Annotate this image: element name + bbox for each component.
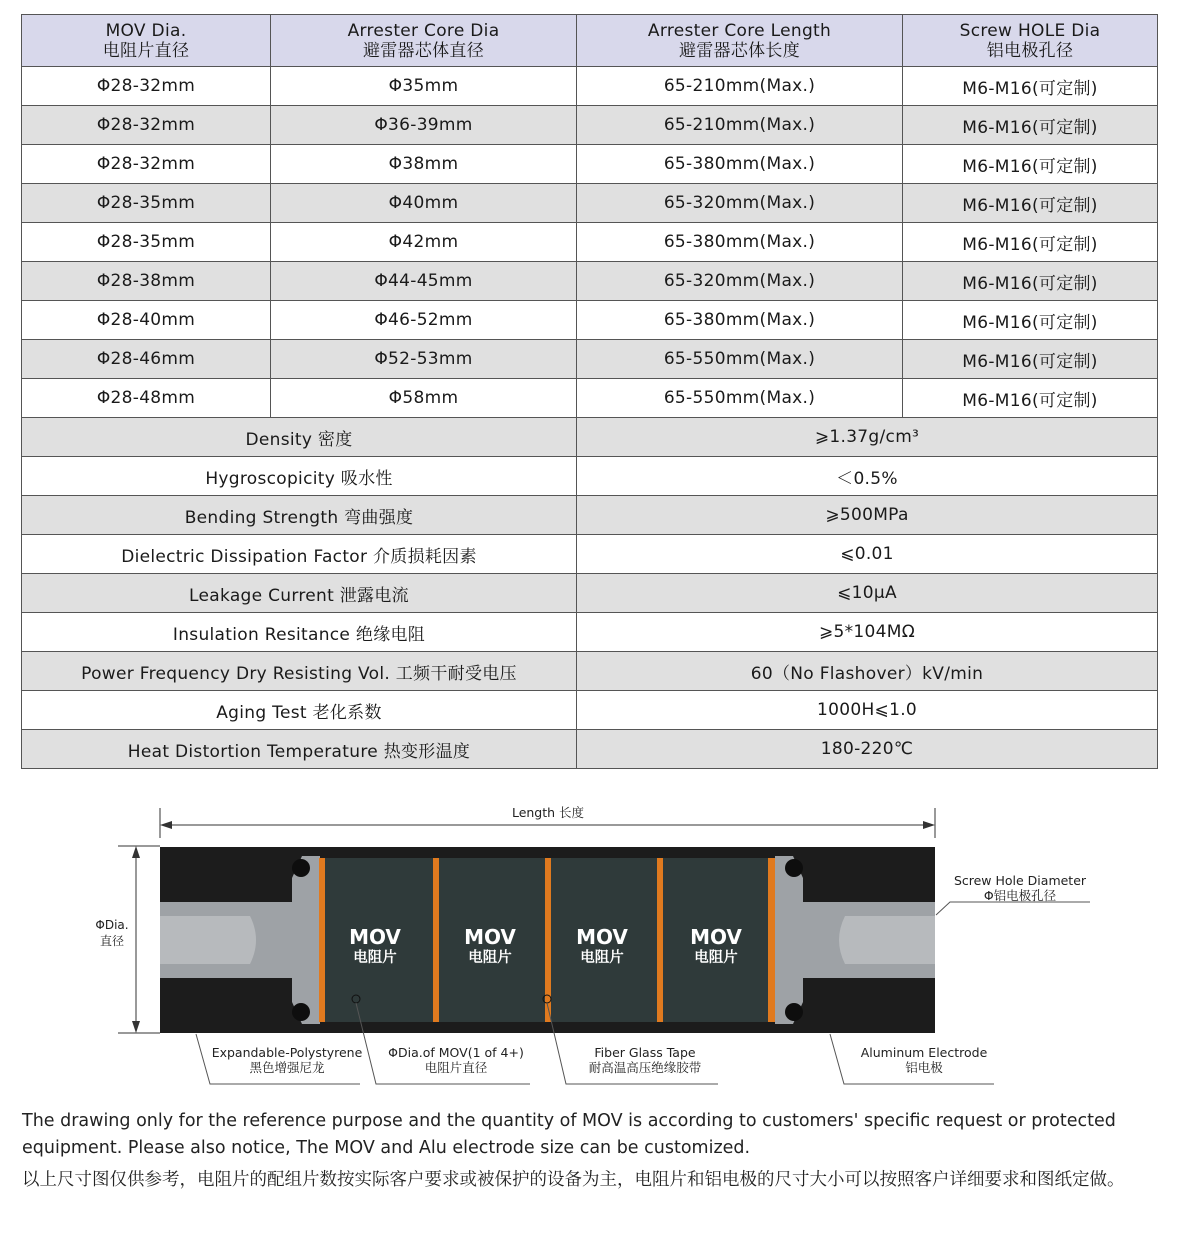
separator-2	[433, 858, 439, 1022]
cell-core-dia: Φ58mm	[271, 379, 577, 418]
cell-screw-hole: M6-M16(可定制)	[903, 301, 1158, 340]
property-row	[22, 535, 1158, 574]
dia-label-zh: 直径	[99, 934, 125, 948]
property-value: 180-220℃	[577, 730, 1158, 769]
callout-line-screw-hole	[936, 902, 1090, 915]
table-row	[22, 145, 1158, 184]
property-row	[22, 574, 1158, 613]
cell-core-dia: Φ38mm	[271, 145, 577, 184]
note-english: The drawing only for the reference purpose and the quantity of MOV is according to customers' specific request or protected equipment. Please also notice, The MOV and Alu electrode size can be customized.	[22, 1111, 1116, 1158]
property-value: 60（No Flashover）kV/min	[577, 652, 1158, 691]
mov-label-2-zh: 电阻片	[468, 950, 512, 966]
callout-fiber-tape-zh: 耐高温高压绝缘胶带	[588, 1060, 702, 1075]
notch-top-left	[292, 859, 310, 877]
cell-core-length: 65-550mm(Max.)	[577, 340, 903, 379]
callout-mov-dia-zh: 电阻片直径	[424, 1060, 488, 1075]
notch-bottom-right	[785, 1003, 803, 1021]
cell-screw-hole: M6-M16(可定制)	[903, 340, 1158, 379]
table-row	[22, 184, 1158, 223]
property-row	[22, 613, 1158, 652]
cell-core-dia: Φ46-52mm	[271, 301, 577, 340]
arrester-cross-section-diagram	[0, 790, 1200, 1090]
mov-label-4-zh: 电阻片	[694, 950, 738, 966]
callout-electrode-en: Aluminum Electrode	[860, 1045, 988, 1060]
note-chinese: 以上尺寸图仅供参考，电阻片的配组片数按实际客户要求或被保护的设备为主，电阻片和铝电极的尺寸大小可以按照客户详细要求和图纸定做。	[22, 1170, 1125, 1190]
callout-polystyrene-en: Expandable-Polystyrene	[211, 1045, 363, 1060]
property-value: ⩽10μA	[577, 574, 1158, 613]
notch-top-right	[785, 859, 803, 877]
cell-mov-dia: Φ28-48mm	[22, 379, 271, 418]
property-value: ⩾5*104MΩ	[577, 613, 1158, 652]
length-label: Length 长度	[511, 805, 585, 820]
header-core-dia: Arrester Core Dia 避雷器芯体直径	[271, 15, 577, 67]
header-screw-hole: Screw HOLE Dia 铝电极孔径	[903, 15, 1158, 67]
diagram-svg	[0, 790, 1200, 1090]
cell-mov-dia: Φ28-32mm	[22, 106, 271, 145]
cell-core-dia: Φ35mm	[271, 67, 577, 106]
property-label: Leakage Current 泄露电流	[22, 574, 577, 613]
spec-table	[21, 14, 1158, 769]
cell-screw-hole: M6-M16(可定制)	[903, 223, 1158, 262]
property-label: Hygroscopicity 吸水性	[22, 457, 577, 496]
header-mov-dia: MOV Dia. 电阻片直径	[22, 15, 271, 67]
property-row	[22, 496, 1158, 535]
mov-label-1-zh: 电阻片	[353, 950, 397, 966]
cell-mov-dia: Φ28-32mm	[22, 145, 271, 184]
left-screw-hole	[160, 916, 256, 964]
callout-mov-dia-en: ΦDia.of MOV(1 of 4+)	[388, 1045, 524, 1060]
cell-core-length: 65-210mm(Max.)	[577, 67, 903, 106]
property-row	[22, 652, 1158, 691]
separator-3	[545, 858, 551, 1022]
property-row	[22, 730, 1158, 769]
dia-label-en: ΦDia.	[95, 918, 129, 932]
cell-core-dia: Φ44-45mm	[271, 262, 577, 301]
table-row	[22, 340, 1158, 379]
property-label: Bending Strength 弯曲强度	[22, 496, 577, 535]
property-label: Density 密度	[22, 418, 577, 457]
table-row	[22, 379, 1158, 418]
cell-core-length: 65-320mm(Max.)	[577, 184, 903, 223]
cell-screw-hole: M6-M16(可定制)	[903, 262, 1158, 301]
callout-electrode-zh: 铝电极	[905, 1060, 943, 1075]
cell-screw-hole: M6-M16(可定制)	[903, 106, 1158, 145]
cell-mov-dia: Φ28-46mm	[22, 340, 271, 379]
dia-arrow-top	[132, 846, 140, 858]
dia-arrow-bottom	[132, 1021, 140, 1033]
table-row	[22, 223, 1158, 262]
cell-mov-dia: Φ28-40mm	[22, 301, 271, 340]
property-value: ⩾500MPa	[577, 496, 1158, 535]
cell-core-dia: Φ42mm	[271, 223, 577, 262]
cell-core-dia: Φ52-53mm	[271, 340, 577, 379]
property-value: ⩽0.01	[577, 535, 1158, 574]
cell-core-length: 65-210mm(Max.)	[577, 106, 903, 145]
cell-core-dia: Φ40mm	[271, 184, 577, 223]
cell-screw-hole: M6-M16(可定制)	[903, 379, 1158, 418]
notch-bottom-left	[292, 1003, 310, 1021]
property-value: ＜0.5%	[577, 457, 1158, 496]
callout-polystyrene-zh: 黑色增强尼龙	[249, 1060, 325, 1075]
property-label: Heat Distortion Temperature 热变形温度	[22, 730, 577, 769]
cell-core-length: 65-550mm(Max.)	[577, 379, 903, 418]
property-label: Dielectric Dissipation Factor 介质损耗因素	[22, 535, 577, 574]
cell-core-length: 65-380mm(Max.)	[577, 145, 903, 184]
header-core-length: Arrester Core Length 避雷器芯体长度	[577, 15, 903, 67]
callout-fiber-tape-en: Fiber Glass Tape	[594, 1045, 696, 1060]
screw-hole-label-zh: Φ铝电极孔径	[983, 888, 1057, 903]
length-arrow-right	[923, 821, 935, 829]
property-label: Power Frequency Dry Resisting Vol. 工频干耐受电压	[22, 652, 577, 691]
cell-core-dia: Φ36-39mm	[271, 106, 577, 145]
property-label: Aging Test 老化系数	[22, 691, 577, 730]
property-value: 1000H⩽1.0	[577, 691, 1158, 730]
table-row	[22, 67, 1158, 106]
separator-4	[657, 858, 663, 1022]
cell-core-length: 65-320mm(Max.)	[577, 262, 903, 301]
cell-screw-hole: M6-M16(可定制)	[903, 67, 1158, 106]
mov-label-4-en: MOV	[690, 925, 742, 949]
mov-label-3-en: MOV	[576, 925, 628, 949]
property-value: ⩾1.37g/cm³	[577, 418, 1158, 457]
table-row	[22, 301, 1158, 340]
cell-core-length: 65-380mm(Max.)	[577, 223, 903, 262]
cell-mov-dia: Φ28-35mm	[22, 223, 271, 262]
cell-mov-dia: Φ28-35mm	[22, 184, 271, 223]
separator-1	[319, 858, 325, 1022]
cell-core-length: 65-380mm(Max.)	[577, 301, 903, 340]
cell-mov-dia: Φ28-38mm	[22, 262, 271, 301]
property-label: Insulation Resitance 绝缘电阻	[22, 613, 577, 652]
cell-screw-hole: M6-M16(可定制)	[903, 184, 1158, 223]
right-screw-hole	[839, 916, 935, 964]
mov-label-3-zh: 电阻片	[580, 950, 624, 966]
mov-label-2-en: MOV	[464, 925, 516, 949]
screw-hole-label-en: Screw Hole Diameter	[953, 873, 1087, 888]
table-row	[22, 106, 1158, 145]
mov-label-1-en: MOV	[349, 925, 401, 949]
cell-screw-hole: M6-M16(可定制)	[903, 145, 1158, 184]
property-row	[22, 418, 1158, 457]
table-row	[22, 262, 1158, 301]
length-arrow-left	[160, 821, 172, 829]
property-row	[22, 691, 1158, 730]
property-row	[22, 457, 1158, 496]
table-header-row	[22, 15, 1158, 67]
cell-mov-dia: Φ28-32mm	[22, 67, 271, 106]
separator-5	[768, 858, 775, 1022]
